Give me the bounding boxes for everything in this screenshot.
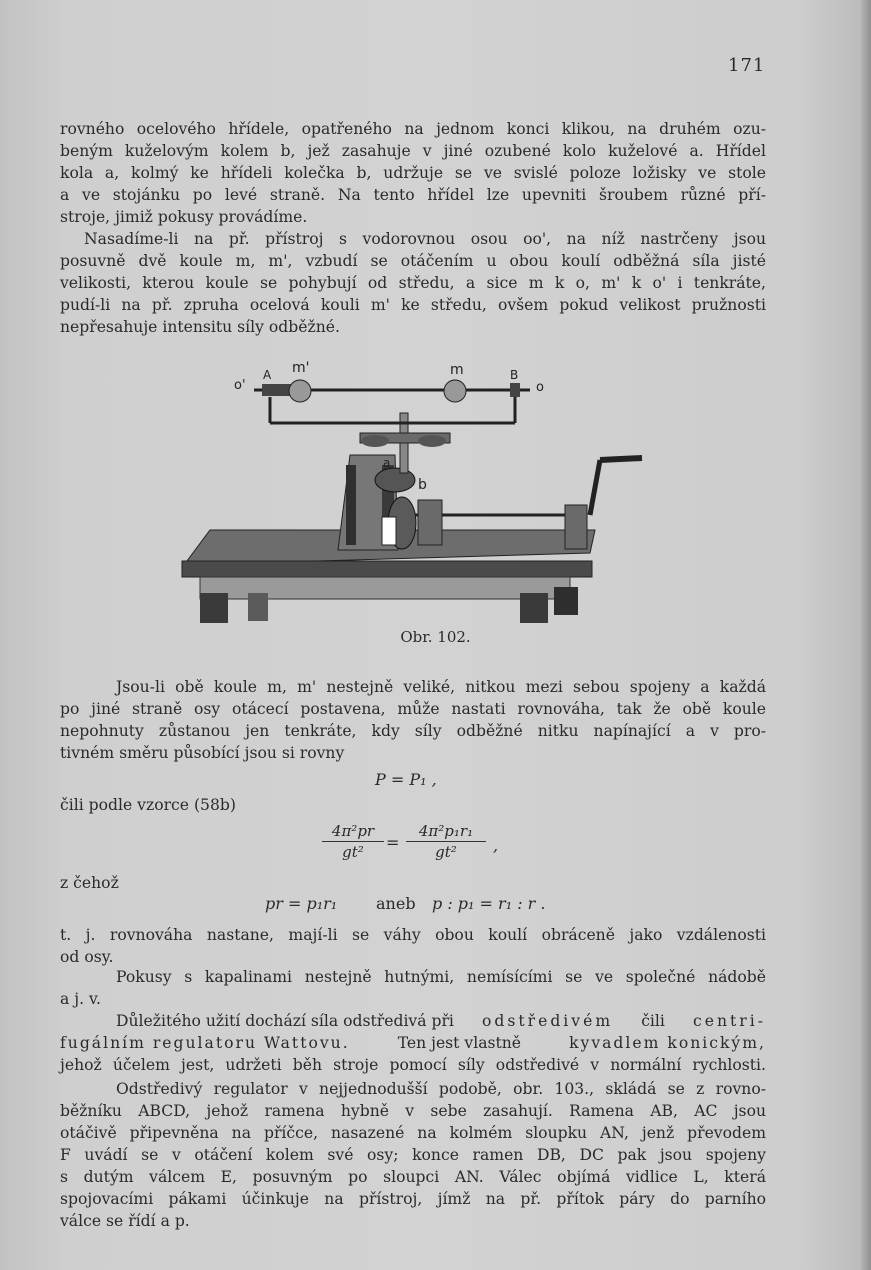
equation-aneb: aneb: [376, 894, 416, 913]
text-emphasis: kyvadlem konickým,: [569, 1034, 766, 1052]
text-fragment: Ten jest vlastně: [397, 1034, 522, 1052]
text-line-spaced: [116, 1010, 766, 1032]
equation-p-equals-p1: P = P₁ ,: [375, 770, 437, 789]
text-emphasis: odstředivém: [482, 1012, 614, 1030]
text-line: pudí-li na př. zpruha ocelová kouli m' ke středu, ovšem pokud velikost pružnosti: [60, 296, 766, 314]
text-line: válce se řídí a p.: [60, 1212, 190, 1230]
fraction-left-denominator: gt²: [342, 843, 364, 861]
label-b: b: [418, 477, 427, 493]
label-B: B: [510, 368, 519, 382]
crank-handle: [600, 458, 642, 460]
text-line: a j. v.: [60, 990, 101, 1008]
equals-sign: =: [386, 833, 400, 852]
table-front: [182, 561, 592, 577]
text-line: otáčivě připevněna na příčce, nasazené na kolmém sloupku AN, jenž převodem: [60, 1124, 766, 1142]
ball-m: [444, 380, 466, 402]
label-A: A: [263, 368, 272, 382]
table-leg: [520, 593, 548, 623]
fraction-right-denominator: gt²: [435, 843, 457, 861]
text-line: tivném směru působící jsou si rovny: [60, 744, 345, 762]
text-line: nepohnuty zůstanou jen tenkráte, kdy síly odběžné nitku napínající a v pro-: [60, 722, 766, 740]
figure-caption: Obr. 102.: [400, 628, 471, 646]
ball-m-prime: [289, 380, 311, 402]
gear-a: [375, 468, 415, 492]
label-o: o: [536, 380, 544, 395]
text-line: F uvádí se v otáčení kolem své osy; konce ramen DB, DC pak jsou spojeny: [60, 1146, 766, 1164]
text-emphasis: fugálním regulatoru Wattovu.: [60, 1034, 350, 1052]
text-line: z čehož: [60, 874, 119, 892]
fraction-left-numerator: 4π²pr: [322, 822, 384, 842]
page-number: 171: [728, 55, 766, 76]
text-line: stroje, jimiž pokusy provádíme.: [60, 208, 308, 226]
equation-pr: pr = p₁r₁: [265, 894, 338, 913]
label-a: a: [383, 456, 391, 470]
fraction-right-numerator: 4π²p₁r₁: [406, 822, 486, 842]
text-line: kola a, kolmý ke hřídeli kolečka b, udržuje se ve svislé poloze ložisky ve stole: [60, 164, 766, 182]
label-m-prime: m': [292, 360, 310, 376]
crank-arm: [590, 460, 600, 515]
text-line: jehož účelem jest, udržeti běh stroje pomocí síly odstředivé v normální rychlosti.: [60, 1056, 766, 1074]
text-line: čili podle vzorce (58b): [60, 796, 236, 814]
text-line: nepřesahuje intensitu síly odběžné.: [60, 318, 340, 336]
table-leg: [248, 593, 268, 621]
text-line: od osy.: [60, 948, 114, 966]
text-line: t. j. rovnováha nastane, mají-li se váhy obou koulí obráceně jako vzdálenosti: [60, 926, 766, 944]
fraction-right: [406, 822, 486, 861]
text-line: velikosti, kterou koule se pohybují od středu, a sice m k o, m' k o' i tenkráte,: [60, 274, 766, 292]
equation-ratio: p : p₁ = r₁ : r .: [432, 894, 546, 913]
text-emphasis: centri-: [692, 1012, 766, 1030]
table-leg: [554, 587, 578, 615]
text-fragment: Důležitého užití dochází síla odstředivá při: [116, 1012, 454, 1030]
text-line: Odstředivý regulator v nejjednodušší podobě, obr. 103., skládá se z rovno-: [116, 1080, 766, 1098]
label-o-prime: o': [234, 378, 246, 393]
text-line: a ve stojánku po levé straně. Na tento hřídel lze upevniti šroubem různé pří-: [60, 186, 766, 204]
text-line-spaced: [60, 1032, 766, 1054]
text-line: Nasadíme-li na př. přístroj s vodorovnou osou oo', na níž nastrčeny jsou: [84, 230, 766, 248]
figure-102-centrifugal-apparatus: [170, 355, 660, 625]
text-fragment: čili: [641, 1012, 665, 1030]
fraction-comma: ,: [493, 836, 499, 855]
text-line: po jiné straně osy otácecí postavena, může nastati rovnováha, tak že obě koule: [60, 700, 766, 718]
text-line: Jsou-li obě koule m, m' nestejně veliké, nitkou mezi sebou spojeny a každá: [116, 678, 766, 696]
text-line: posuvně dvě koule m, m', vzbudí se otáčením u obou koulí odběžná síla jisté: [60, 252, 766, 270]
table-leg: [200, 593, 228, 623]
text-line: spojovacími pákami účinkuje na přístroj, jímž na př. přítok páry do parního: [60, 1190, 766, 1208]
fraction-left: [322, 822, 384, 861]
text-line: s dutým válcem E, posuvným po sloupci AN. Válec objímá vidlice L, která: [60, 1168, 766, 1186]
text-line: běžníku ABCD, jehož ramena hybně v sebe zasahují. Ramena AB, AC jsou: [60, 1102, 766, 1120]
text-line: Pokusy s kapalinami nestejně hutnými, nemísícími se ve společné nádobě: [116, 968, 766, 986]
text-line: rovného ocelového hřídele, opatřeného na jednom konci klikou, na druhém ozu-: [60, 120, 766, 138]
text-line: beným kuželovým kolem b, jež zasahuje v jiné ozubené kolo kuželové a. Hřídel: [60, 142, 766, 160]
label-m: m: [450, 362, 464, 378]
